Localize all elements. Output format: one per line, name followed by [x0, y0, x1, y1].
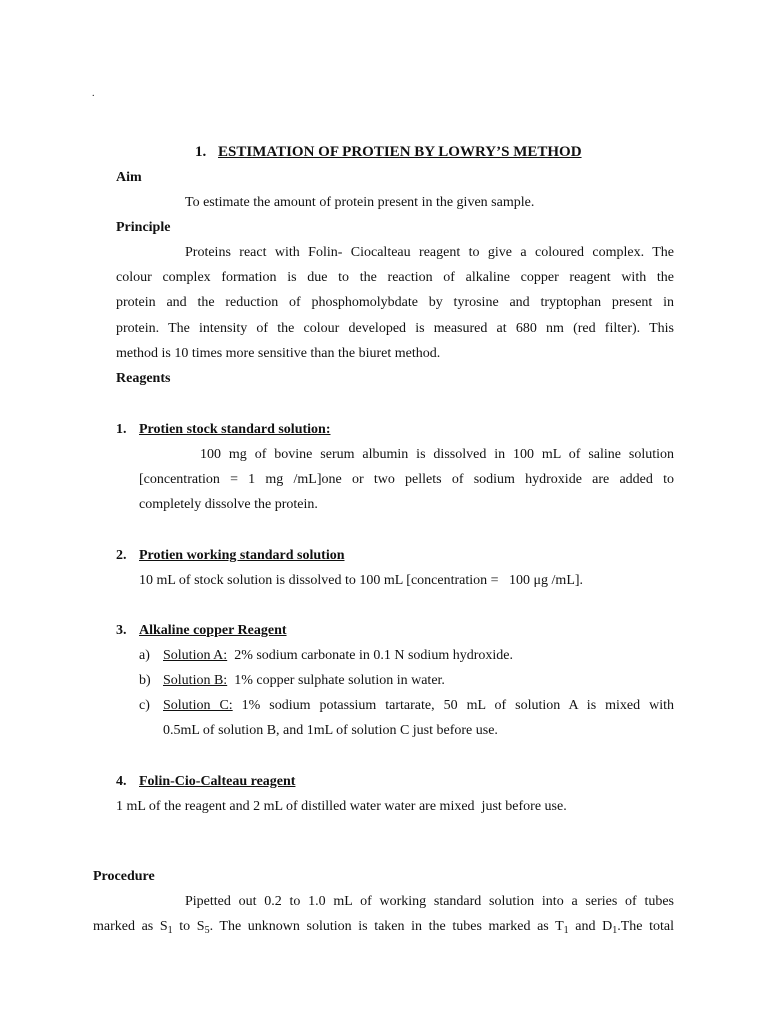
- procedure-text-4: and D: [568, 919, 613, 934]
- procedure-text-5: .The total: [617, 919, 674, 934]
- solution-b-text: 1% copper sulphate solution in water.: [227, 673, 445, 688]
- sub-a-line: [163, 648, 513, 664]
- sub-a-label: a): [139, 648, 150, 663]
- sub-b-label: b): [139, 673, 151, 688]
- solution-a-text: 2% sodium carbonate in 0.1 N sodium hydroxide.: [227, 648, 513, 663]
- reagent-3-title: Alkaline copper Reagent: [139, 623, 287, 638]
- solution-a-name: Solution A:: [163, 648, 228, 663]
- sub-c-line: [163, 698, 674, 714]
- title-number: 1.: [195, 144, 207, 160]
- sub-c-label: c): [139, 698, 150, 713]
- sub-b-line: [163, 673, 445, 689]
- subscript-s5: 5: [204, 925, 210, 936]
- reagent-1-number: 1.: [116, 422, 127, 437]
- aim-text: To estimate the amount of protein present in the given sample.: [185, 195, 535, 210]
- principle-line-5: method is 10 times more sensitive than the biuret method.: [116, 346, 441, 361]
- subscript-s1: 1: [167, 925, 173, 936]
- principle-line-4: protein. The intensity of the colour developed is measured at 680 nm (red filter). This: [116, 321, 674, 336]
- reagent-2-number: 2.: [116, 548, 127, 563]
- subscript-t1: 1: [563, 925, 569, 936]
- reagent-1-line-2: [concentration = 1 mg /mL]one or two pellets of sodium hydroxide are added to: [139, 472, 674, 487]
- procedure-line-2: [93, 919, 674, 935]
- reagents-heading: Reagents: [116, 371, 171, 386]
- procedure-line-1: Pipetted out 0.2 to 1.0 mL of working standard solution into a series of tubes: [185, 894, 674, 909]
- solution-c-name: Solution C:: [163, 698, 233, 713]
- reagent-1-line-3: completely dissolve the protein.: [139, 497, 318, 512]
- solution-c-text: 1% sodium potassium tartarate, 50 mL of solution A is mixed with: [232, 698, 674, 713]
- sub-c-line-2: 0.5mL of solution B, and 1mL of solution C just before use.: [163, 723, 498, 738]
- reagent-2-title: Protien working standard solution: [139, 548, 345, 563]
- aim-heading: Aim: [116, 170, 142, 185]
- stray-mark: .: [92, 88, 95, 99]
- procedure-text-2: to S: [172, 919, 205, 934]
- page-title: ESTIMATION OF PROTIEN BY LOWRY’S METHOD: [218, 144, 582, 160]
- reagent-1-title: Protien stock standard solution:: [139, 422, 331, 437]
- reagent-4-line-1: 1 mL of the reagent and 2 mL of distilled water water are mixed just before use.: [116, 799, 567, 814]
- principle-line-3: protein and the reduction of phosphomolybdate by tyrosine and tryptophan present in: [116, 295, 674, 310]
- reagent-4-number: 4.: [116, 774, 127, 789]
- reagent-3-number: 3.: [116, 623, 127, 638]
- subscript-d1: 1: [612, 925, 618, 936]
- principle-heading: Principle: [116, 220, 171, 235]
- procedure-text-1: marked as S: [93, 919, 168, 934]
- principle-line-2: colour complex formation is due to the reaction of alkaline copper reagent with the: [116, 270, 674, 285]
- procedure-text-3: . The unknown solution is taken in the tubes marked as T: [209, 919, 564, 934]
- reagent-1-line-1: 100 mg of bovine serum albumin is dissolved in 100 mL of saline solution: [200, 447, 674, 462]
- principle-line-1: Proteins react with Folin- Ciocalteau reagent to give a coloured complex. The: [185, 245, 674, 260]
- reagent-4-title: Folin-Cio-Calteau reagent: [139, 774, 296, 789]
- solution-b-name: Solution B:: [163, 673, 228, 688]
- procedure-heading: Procedure: [93, 869, 155, 884]
- reagent-2-line-1: 10 mL of stock solution is dissolved to 100 mL [concentration = 100 μg /mL].: [139, 573, 584, 588]
